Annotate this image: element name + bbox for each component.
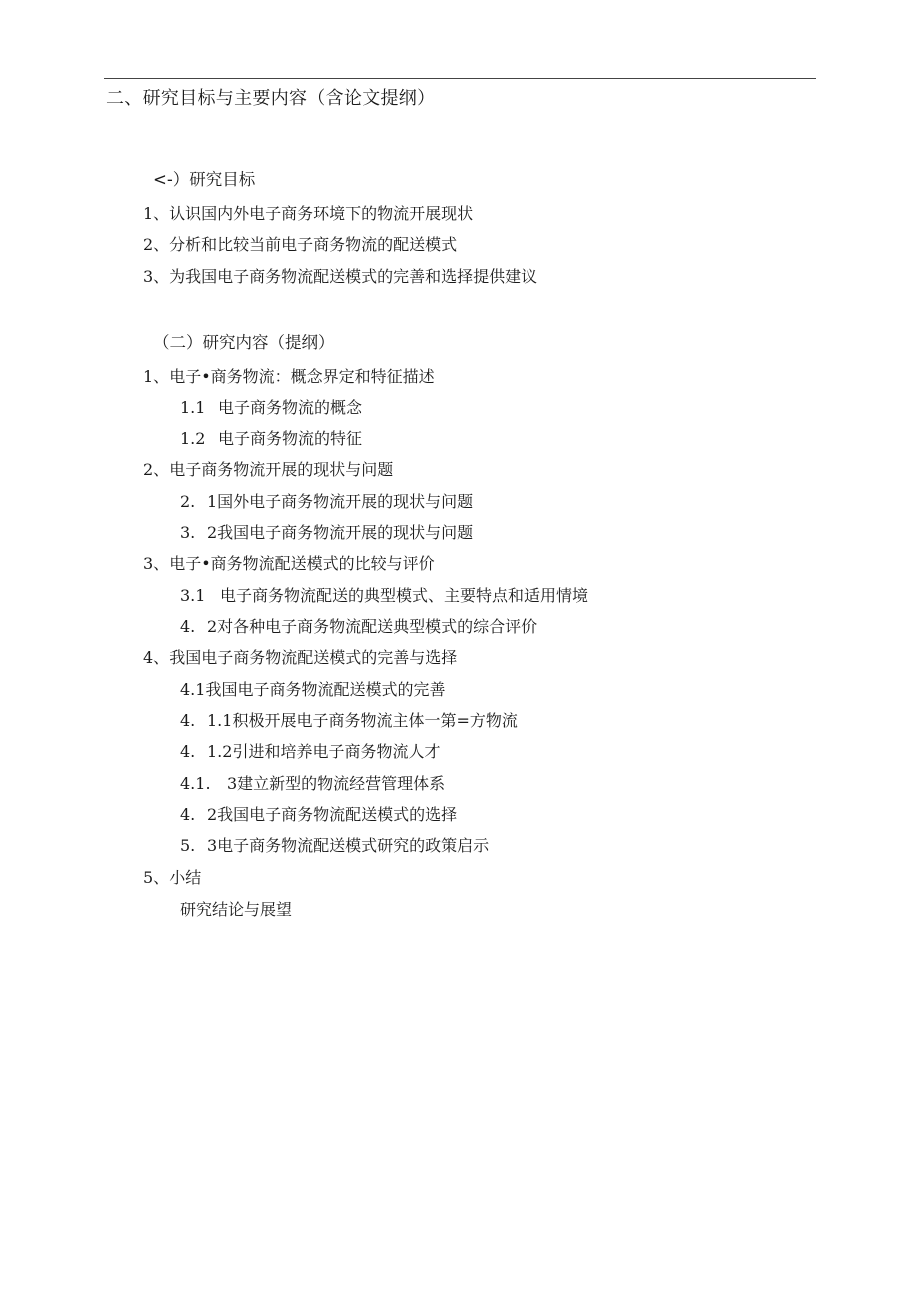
outline-number: 3、 bbox=[143, 554, 170, 573]
outline-text: 电子•商务物流配送模式的比较与评价 bbox=[169, 554, 435, 573]
outline-item bbox=[180, 429, 362, 449]
outline-item bbox=[143, 648, 457, 668]
outline-item bbox=[143, 460, 393, 480]
goal-item-2: 2、分析和比较当前电子商务物流的配送模式 bbox=[143, 235, 458, 254]
header-rule bbox=[104, 78, 816, 79]
outline-text: 电子商务物流开展的现状与问题 bbox=[169, 460, 394, 479]
outline-number: 4. bbox=[180, 617, 196, 636]
outline-text: 电子商务物流的特征 bbox=[218, 429, 363, 448]
outline-number: 4、 bbox=[143, 648, 170, 667]
outline-text: 小结 bbox=[169, 868, 202, 887]
outline-number: 2. bbox=[180, 492, 196, 511]
outline-text: 研究结论与展望 bbox=[180, 900, 293, 919]
outline-number: 4. bbox=[180, 742, 196, 761]
outline-item bbox=[180, 680, 445, 700]
outline-item bbox=[180, 742, 440, 762]
outline-number: 1.2 bbox=[180, 429, 206, 448]
outline-item bbox=[180, 398, 362, 418]
outline-item bbox=[143, 367, 435, 387]
outline-text: 2我国电子商务物流开展的现状与问题 bbox=[207, 523, 474, 542]
goal-item-3: 3、为我国电子商务物流配送模式的完善和选择提供建议 bbox=[143, 267, 538, 286]
outline-item bbox=[143, 868, 201, 888]
outline-item bbox=[180, 523, 473, 543]
outline-item bbox=[180, 774, 445, 794]
outline-item bbox=[180, 586, 588, 606]
goal-item-1: 1、认识国内外电子商务环境下的物流开展现状 bbox=[143, 204, 474, 223]
outline-item bbox=[143, 554, 435, 574]
outline-item bbox=[180, 617, 537, 637]
outline-text: 1.1积极开展电子商务物流主体一第=方物流 bbox=[207, 711, 518, 730]
outline-text: 1.2引进和培养电子商务物流人才 bbox=[207, 742, 441, 761]
outline-number: 5. bbox=[180, 836, 196, 855]
outline-number: 1、 bbox=[143, 367, 170, 386]
outline-text: 3建立新型的物流经营管理体系 bbox=[227, 774, 446, 793]
outline-text: 2我国电子商务物流配送模式的选择 bbox=[207, 805, 458, 824]
outline-text: 电子商务物流的概念 bbox=[218, 398, 363, 417]
outline-text: 1国外电子商务物流开展的现状与问题 bbox=[207, 492, 474, 511]
outline-item bbox=[180, 805, 457, 825]
outline-number: 5、 bbox=[143, 868, 170, 887]
outline-text: 电子商务物流配送的典型模式、主要特点和适用情境 bbox=[220, 586, 589, 605]
outline-number: 1.1 bbox=[180, 398, 206, 417]
outline-number: 2、 bbox=[143, 460, 170, 479]
outline-text: 3电子商务物流配送模式研究的政策启示 bbox=[207, 836, 490, 855]
outline-item bbox=[180, 492, 473, 512]
outline-text: 4.1我国电子商务物流配送模式的完善 bbox=[180, 680, 446, 699]
section-title: 二、研究目标与主要内容（含论文提纲） bbox=[106, 88, 436, 109]
goals-heading: <-）研究目标 bbox=[153, 170, 256, 189]
outline-number: 3.1 bbox=[180, 586, 206, 605]
outline-text: 我国电子商务物流配送模式的完善与选择 bbox=[169, 648, 458, 667]
outline-item bbox=[180, 836, 489, 856]
outline-text: 电子•商务物流：概念界定和特征描述 bbox=[169, 367, 435, 386]
outline-item bbox=[180, 711, 518, 731]
outline-number: 4. bbox=[180, 805, 196, 824]
outline-number: 4. bbox=[180, 711, 196, 730]
outline-item bbox=[180, 900, 292, 920]
outline-text: 2对各种电子商务物流配送典型模式的综合评价 bbox=[207, 617, 538, 636]
content-heading: （二）研究内容（提纲） bbox=[153, 333, 335, 352]
outline-number: 3. bbox=[180, 523, 196, 542]
outline-number: 4.1. bbox=[180, 774, 211, 793]
